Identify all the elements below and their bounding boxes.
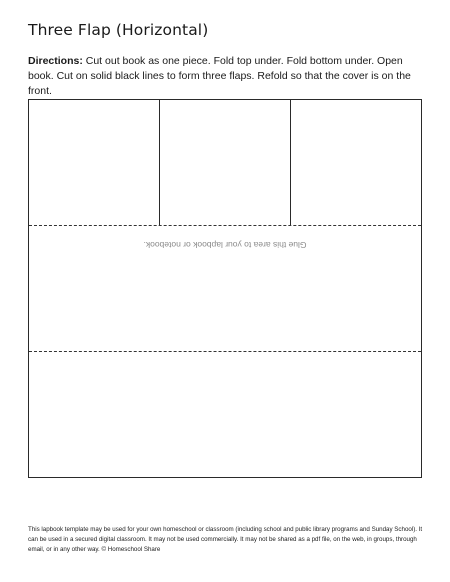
flap-right — [290, 100, 421, 225]
directions-label: Directions: — [28, 55, 83, 67]
directions-text — [28, 54, 424, 99]
flap-left — [29, 100, 159, 225]
glue-area — [29, 226, 421, 350]
flap-middle — [159, 100, 290, 225]
cover-panel — [29, 352, 421, 477]
glue-instruction: Glue this area to your lapbook or notebook. — [143, 240, 307, 250]
flap-row — [29, 100, 421, 225]
page-title: Three Flap (Horizontal) — [28, 21, 209, 39]
three-flap-template — [28, 99, 422, 478]
usage-notice: This lapbook template may be used for your own homeschool or classroom (including school and public library programs and Sunday School). It can be used in a secured digital classroom. It may not be used commercially. It may not be shared as a pdf file, on the web, in groups, through email, or in any other way. © Homeschool Share — [28, 526, 423, 553]
directions-body: Cut out book as one piece. Fold top under. Fold bottom under. Open book. Cut on solid black lines to form three flaps. Refold so that the cover is on the front. — [28, 55, 411, 97]
